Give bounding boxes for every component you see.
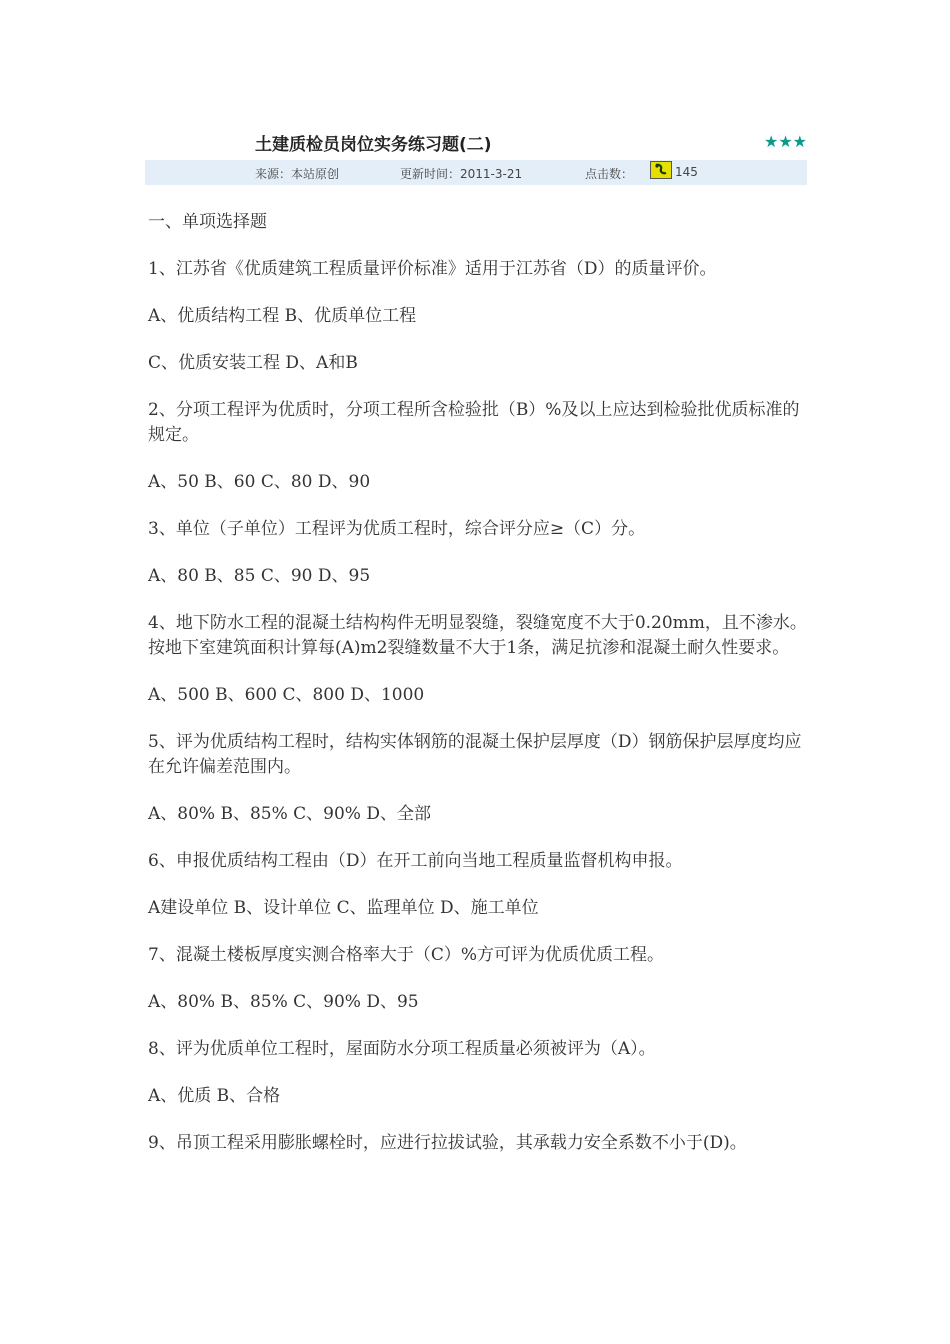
title-row bbox=[145, 128, 807, 158]
article-title: 土建质检员岗位实务练习题(二) bbox=[255, 135, 492, 155]
question-1-options-a: A、优质结构工程 B、优质单位工程 bbox=[148, 306, 417, 326]
question-3-options: A、80 B、85 C、90 D、95 bbox=[148, 566, 371, 586]
question-7-options: A、80% B、85% C、90% D、95 bbox=[148, 992, 419, 1012]
question-9: 9、吊顶工程采用膨胀螺栓时，应进行拉拔试验，其承载力安全系数不小于(D)。 bbox=[148, 1133, 747, 1153]
click-counter-icon bbox=[650, 161, 672, 179]
article-meta-bar bbox=[145, 160, 807, 185]
question-2: 2、分项工程评为优质时，分项工程所含检验批（B）%及以上应达到检验批优质标准的规定。 bbox=[148, 400, 800, 445]
question-7: 7、混凝土楼板厚度实测合格率大于（C）%方可评为优质优质工程。 bbox=[148, 945, 664, 965]
clicks-count: 145 bbox=[675, 165, 698, 179]
question-2-options: A、50 B、60 C、80 D、90 bbox=[148, 472, 371, 492]
question-6: 6、申报优质结构工程由（D）在开工前向当地工程质量监督机构申报。 bbox=[148, 851, 683, 871]
question-1-options-b: C、优质安装工程 D、A和B bbox=[148, 353, 358, 373]
article-header bbox=[145, 128, 807, 181]
article-source: 来源：本站原创 bbox=[255, 167, 340, 181]
section-heading: 一、单项选择题 bbox=[148, 212, 267, 232]
question-5: 5、评为优质结构工程时，结构实体钢筋的混凝土保护层厚度（D）钢筋保护层厚度均应在允许偏差范围内。 bbox=[148, 732, 802, 777]
article-body bbox=[148, 210, 810, 1178]
question-6-options: A建设单位 B、设计单位 C、监理单位 D、施工单位 bbox=[148, 898, 539, 918]
clicks-label: 点击数： bbox=[585, 167, 634, 181]
question-8: 8、评为优质单位工程时，屋面防水分项工程质量必须被评为（A）。 bbox=[148, 1039, 656, 1059]
article-updated-date: 更新时间：2011-3-21 bbox=[400, 167, 523, 181]
question-4-options: A、500 B、600 C、800 D、1000 bbox=[148, 685, 425, 705]
question-4: 4、地下防水工程的混凝土结构构件无明显裂缝，裂缝宽度不大于0.20mm，且不渗水。按地下室建筑面积计算每(A)m2裂缝数量不大于1条，满足抗渗和混凝土耐久性要求。 bbox=[148, 613, 807, 658]
question-8-options: A、优质 B、合格 bbox=[148, 1086, 281, 1106]
question-3: 3、单位（子单位）工程评为优质工程时，综合评分应≥（C）分。 bbox=[148, 519, 646, 539]
rating-stars-icon: ★★★ bbox=[763, 132, 807, 151]
question-1: 1、江苏省《优质建筑工程质量评价标准》适用于江苏省（D）的质量评价。 bbox=[148, 259, 717, 279]
question-5-options: A、80% B、85% C、90% D、全部 bbox=[148, 804, 431, 824]
